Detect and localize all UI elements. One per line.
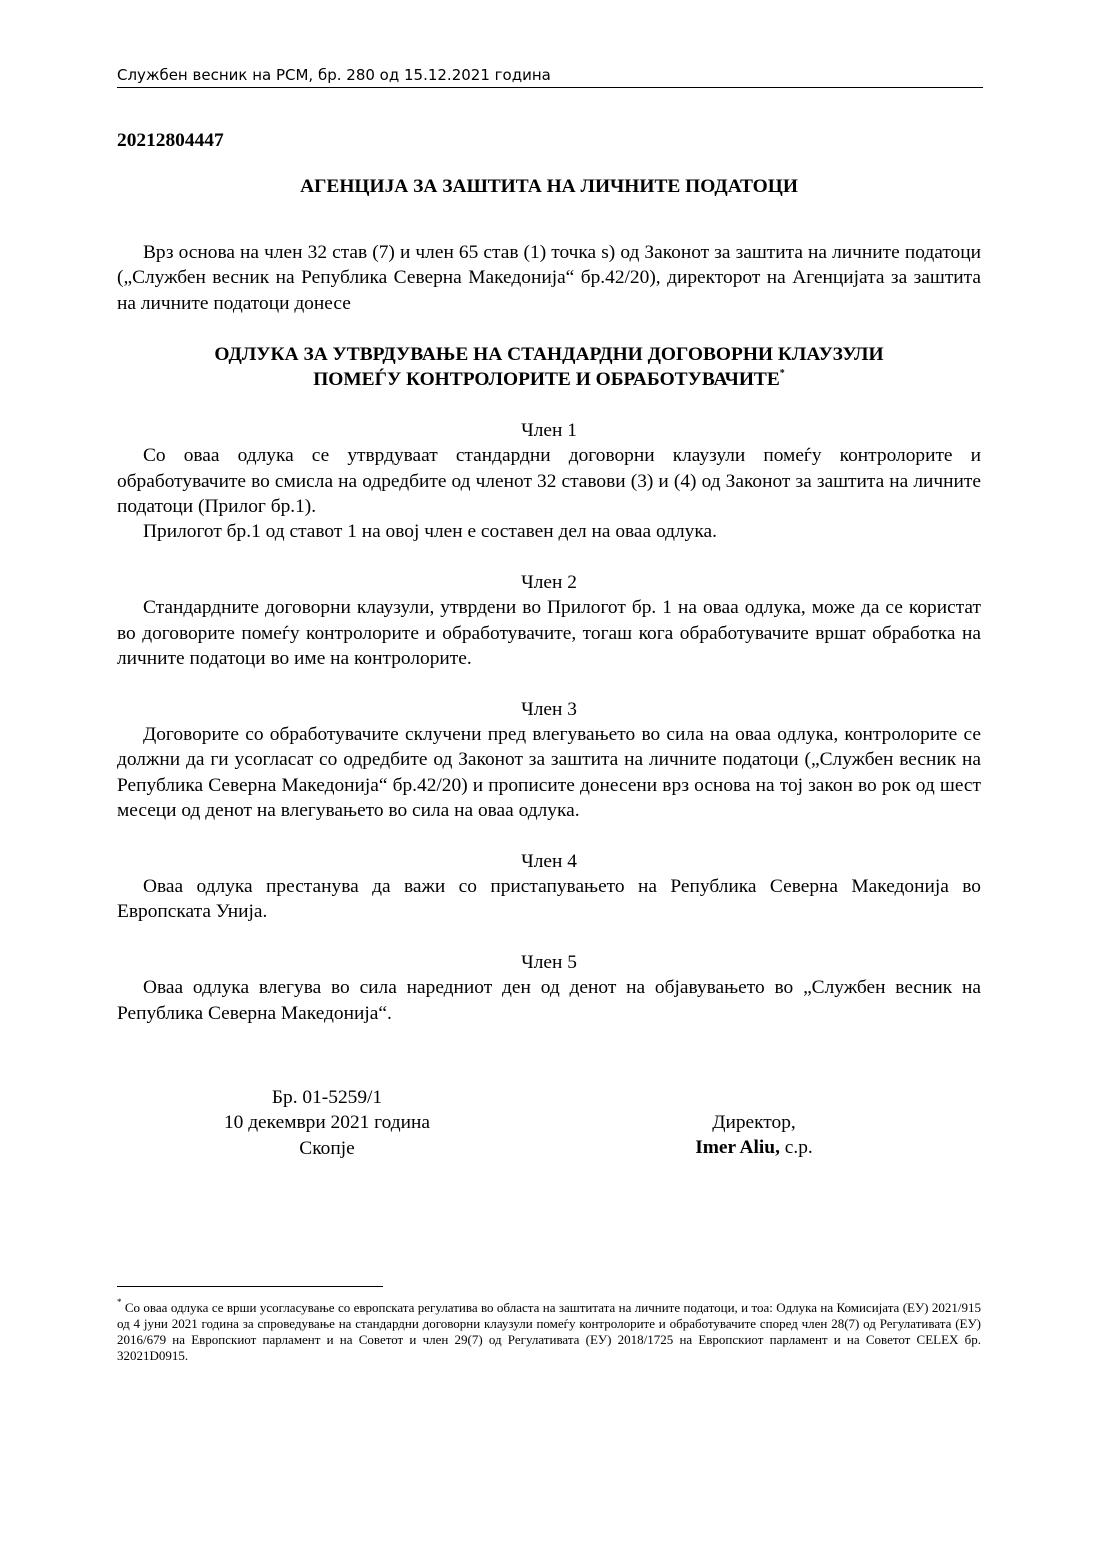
- decision-title-line: [117, 367, 981, 392]
- footnote-mark: *: [117, 1296, 122, 1307]
- article-paragraph: Договорите со обработувачите склучени пред влегувањето во сила на оваа одлука, контролорите се должни да ги усогласат со одредбите од Законот за заштита на личните податоци („Службен весник на Република Северна Македонија“ бр.42/20) и прописите донесени врз основа на тој закон во рок од шест месеци од денот на влегувањето во сила на оваа одлука.: [117, 723, 981, 822]
- document-number: 20212804447: [117, 130, 224, 151]
- footnote-reference: *: [779, 367, 785, 379]
- article-paragraph: Оваа одлука влегува во сила наредниот ден од денот на објавувањето во „Службен весник на Република Северна Македонија“.: [117, 977, 981, 1024]
- article-heading: Член 3: [521, 698, 577, 720]
- article-heading: Член 5: [521, 951, 577, 973]
- article-paragraph: Со оваа одлука се утврдуваат стандардни договорни клаузули помеѓу контролорите и обработувачите во смисла на одредбите од членот 32 ставови (3) и (4) од Законот за заштита на личните податоци (Прилог бр.1).: [117, 445, 981, 518]
- article-3: [117, 697, 981, 824]
- article-heading: Член 1: [521, 419, 577, 441]
- article-1: [117, 418, 981, 545]
- footnote-text: Со оваа одлука се врши усогласување со европската регулатива во областа на заштитата на личните податоци, и тоа: Одлука на Комисијата (ЕУ) 2021/915 од 4 јуни 2021 година за спроведување на стандардни договорни клаузули помеѓу контролорите и обработувачите според член 28(7) од Регулативата (ЕУ) 2016/679 на Европскиот парламент и на Советот и член 29(7) од Регулативата (ЕУ) 2018/1725 на Европскиот парламент и на Советот CELEX бр. 32021D0915.: [117, 1300, 981, 1363]
- article-heading: Член 2: [521, 571, 577, 593]
- article-paragraph: Оваа одлука престанува да важи со пристапувањето на Република Северна Македонија во Европската Унија.: [117, 875, 981, 923]
- signature-place: Скопје: [299, 1137, 355, 1159]
- article-paragraph: Прилогот бр.1 од ставот 1 на овој член е составен дел на оваа одлука.: [143, 521, 717, 543]
- signatory-role: Директор,: [712, 1112, 796, 1133]
- agency-title: АГЕНЦИЈА ЗА ЗАШТИТА НА ЛИЧНИТЕ ПОДАТОЦИ: [300, 176, 798, 198]
- signatory-name: Imer Aliu,: [695, 1137, 780, 1159]
- signature-block: [117, 1085, 981, 1165]
- decision-title-text: ПОМЕЃУ КОНТРОЛОРИТЕ И ОБРАБОТУВАЧИТЕ: [313, 369, 780, 391]
- decision-title-line: ОДЛУКА ЗА УТВРДУВАЊЕ НА СТАНДАРДНИ ДОГОВОРНИ КЛАУЗУЛИ: [214, 344, 884, 366]
- signatory-suffix: с.р.: [779, 1137, 813, 1159]
- reference-number: Бр. 01-5259/1: [271, 1087, 383, 1108]
- decision-title: [117, 342, 981, 393]
- signatory-line: [639, 1135, 869, 1160]
- signature-date: 10 декември 2021 година: [223, 1112, 431, 1134]
- footnote: [117, 1296, 981, 1364]
- signatory: [639, 1110, 869, 1161]
- preamble-paragraph: Врз основа на член 32 став (7) и член 65 став (1) точка ѕ) од Законот за заштита на личните податоци („Службен весник на Република Северна Македонија“ бр.42/20), директорот на Агенцијата за заштита на личните податоци донесе: [117, 241, 981, 314]
- article-paragraph: Стандардните договорни клаузули, утврдени во Прилогот бр. 1 на оваа одлука, може да се користат во договорите помеѓу контролорите и обработувачите, тогаш кога обработувачите вршат обработка на личните податоци во име на контролорите.: [117, 597, 981, 670]
- document-body: [117, 128, 981, 1026]
- article-5: [117, 950, 981, 1026]
- article-2: [117, 570, 981, 672]
- signature-reference: [207, 1085, 447, 1161]
- article-4: [117, 849, 981, 925]
- running-header: Службен весник на РСМ, бр. 280 од 15.12.2021 година: [117, 66, 983, 88]
- article-heading: Член 4: [521, 850, 577, 872]
- footnote-divider: [117, 1286, 383, 1287]
